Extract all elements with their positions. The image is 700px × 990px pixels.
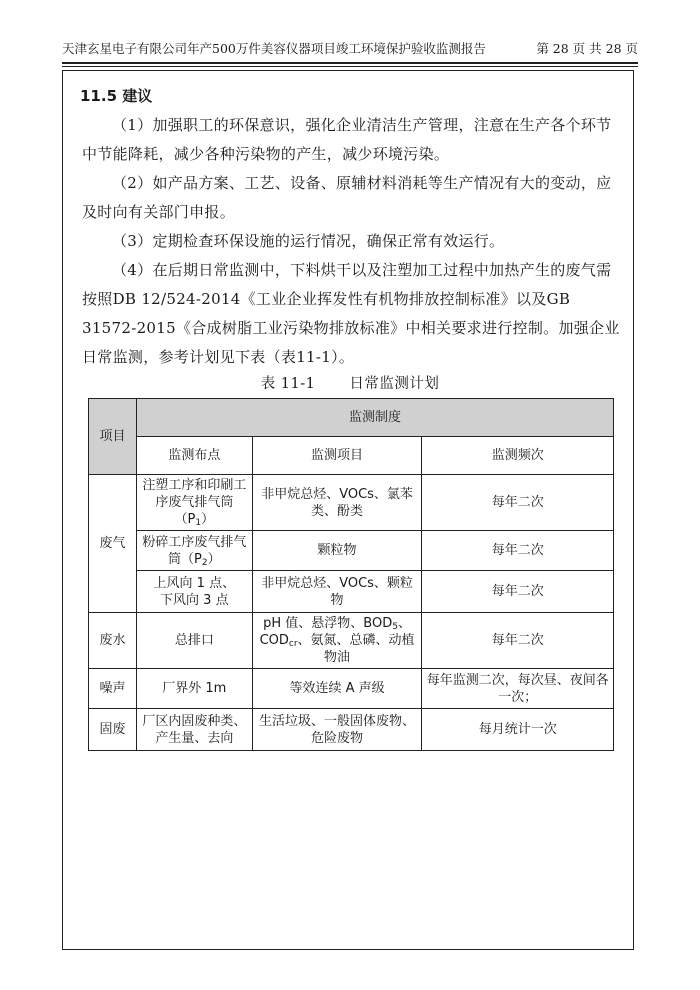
header-parameters: 监测项目 — [252, 437, 422, 475]
monitoring-plan-table — [88, 398, 614, 751]
table-row — [89, 531, 614, 571]
gas-location-3: 上风向 1 点、 下风向 3 点 — [136, 571, 252, 613]
table-row — [89, 613, 614, 669]
solid-frequency: 每月统计一次 — [422, 709, 614, 751]
page-header — [62, 30, 638, 60]
header-system: 监测制度 — [136, 399, 613, 437]
solid-location: 厂区内固废种类、产生量、去向 — [136, 709, 252, 751]
gas-parameters-1: 非甲烷总烃、VOCs、氯苯类、酚类 — [252, 475, 422, 531]
table-caption — [0, 372, 700, 393]
section-heading: 11.5 建议 — [80, 87, 153, 105]
category-gas: 废气 — [89, 475, 137, 613]
water-parameters: pH 值、悬浮物、$BOD_5$、$COD_{cr}$、氨氮、总磷、动植物油 — [252, 613, 422, 669]
gas-location-1: 注塑工序和印刷工序废气排气筒$(P_1)$ — [136, 475, 252, 531]
table-subheader-row — [89, 437, 614, 475]
gas-frequency-3: 每年二次 — [422, 571, 614, 613]
gas-location-2: 粉碎工序废气排气筒$(P_2)$ — [136, 531, 252, 571]
table-row — [89, 571, 614, 613]
table-row — [89, 709, 614, 751]
noise-location: 厂界外 1m — [136, 669, 252, 709]
gas-parameters-3: 非甲烷总烃、VOCs、颗粒物 — [252, 571, 422, 613]
category-water: 废水 — [89, 613, 137, 669]
water-location: 总排口 — [136, 613, 252, 669]
category-noise: 噪声 — [89, 669, 137, 709]
solid-parameters: 生活垃圾、一般固体废物、危险废物 — [252, 709, 422, 751]
header-location: 监测布点 — [136, 437, 252, 475]
suggestion-4: （4）在后期日常监测中，下料烘干以及注塑加工过程中加热产生的废气需按照DB 12/524-2014《工业企业挥发性有机物排放控制标准》以及GB 31572-2015《合成树脂工业污染物排放标准》中相关要求进行控制。加强企业日常监测，参考计划见下表（表11-1）。 — [82, 261, 620, 366]
noise-parameters: 等效连续 A 声级 — [252, 669, 422, 709]
category-solid: 固废 — [89, 709, 137, 751]
suggestion-3: （3）定期检查环保设施的运行情况，确保正常有效运行。 — [112, 232, 505, 250]
table-number: 表 11-1 — [260, 376, 316, 392]
header-frequency: 监测频次 — [422, 437, 614, 475]
header-item: 项目 — [89, 399, 137, 475]
header-divider — [62, 62, 638, 67]
gas-frequency-2: 每年二次 — [422, 531, 614, 571]
table-row — [89, 669, 614, 709]
suggestion-2: （2）如产品方案、工艺、设备、原辅材料消耗等生产情况有大的变动，应及时向有关部门申报。 — [82, 174, 612, 221]
report-title: 天津玄星电子有限公司年产500万件美容仪器项目竣工环境保护验收监测报告 — [62, 41, 486, 56]
table-header-row — [89, 399, 614, 437]
water-frequency: 每年二次 — [422, 613, 614, 669]
table-title: 日常监测计划 — [349, 376, 440, 392]
page-number: 第 28 页 共 28 页 — [536, 41, 638, 56]
gas-frequency-1: 每年二次 — [422, 475, 614, 531]
gas-parameters-2: 颗粒物 — [252, 531, 422, 571]
noise-frequency: 每年监测二次，每次昼、夜间各一次； — [422, 669, 614, 709]
suggestion-1: （1）加强职工的环保意识，强化企业清洁生产管理，注意在生产各个环节中节能降耗，减少各种污染物的产生，减少环境污染。 — [82, 116, 612, 163]
table-row — [89, 475, 614, 531]
